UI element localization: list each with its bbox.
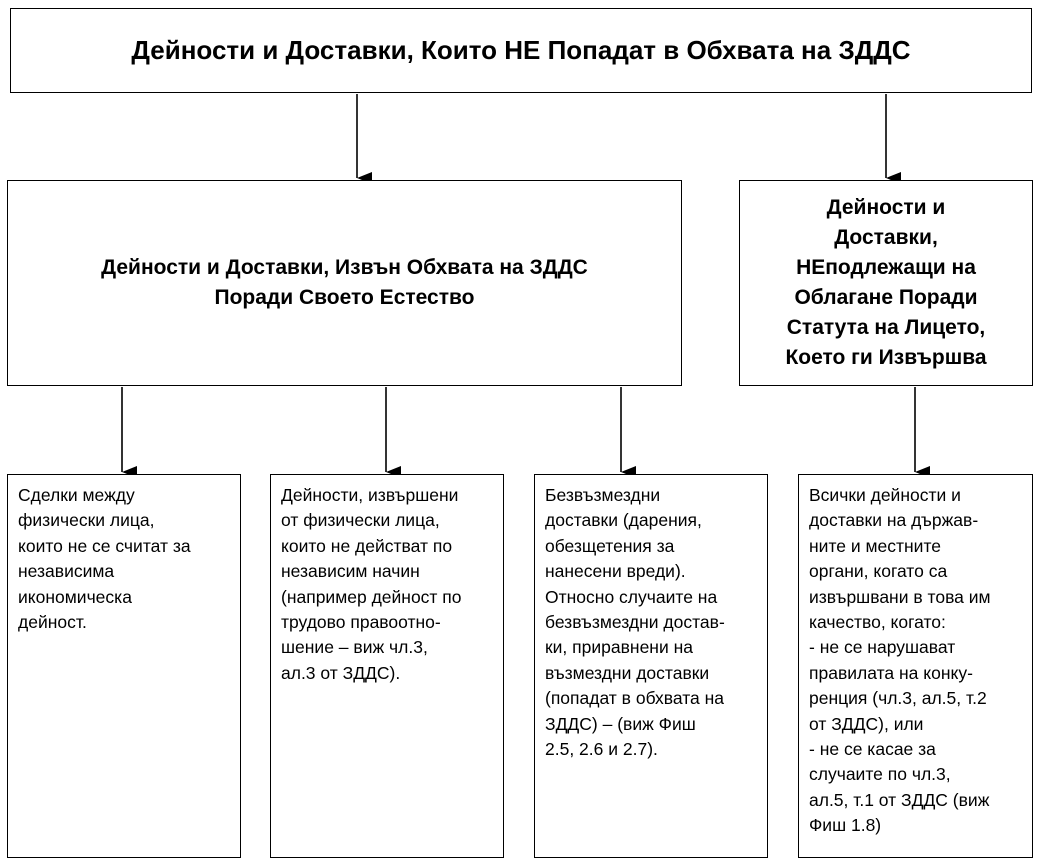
text-line: икономическа xyxy=(18,586,132,607)
leaf-box-gratuitous-supplies xyxy=(534,474,768,858)
text-line: шение – виж чл.3, xyxy=(281,637,428,658)
text-line: извършвани в това им xyxy=(809,586,991,607)
text-line: ренция (чл.3, ал.5, т.2 xyxy=(809,688,987,709)
text-line: обезщетения за xyxy=(545,535,675,556)
text-line: доставки на държав- xyxy=(809,510,979,531)
leaf-box-public-authorities xyxy=(798,474,1033,858)
text-line: възмездни доставки xyxy=(545,662,710,683)
text-line: трудово правоотно- xyxy=(281,612,441,633)
heading-line: Дейности и xyxy=(826,196,946,219)
text-line: - не се касае за xyxy=(809,739,936,760)
text-line: доставки (дарения, xyxy=(545,510,702,531)
text-line: Дейности, извършени xyxy=(281,485,459,505)
diagram-title: Дейности и Доставки, Които НЕ Попадат в Обхвата на ЗДДС xyxy=(131,35,911,65)
text-line: от физически лица, xyxy=(281,510,440,531)
heading-line: Поради Своето Естество xyxy=(214,286,475,309)
text-line: Сделки между xyxy=(18,485,135,505)
text-line: ните и местните xyxy=(809,535,942,556)
text-line: безвъзмездни достав- xyxy=(545,612,725,633)
leaf-box-dependent-activities xyxy=(270,474,504,858)
heading-line: Доставки, xyxy=(834,226,938,249)
text-line: които не действат по xyxy=(281,535,453,556)
text-line: ЗДДС) – (виж Фиш xyxy=(545,713,696,734)
text-line: Безвъзмездни xyxy=(545,485,661,505)
text-line: независим начин xyxy=(281,561,420,582)
heading-line: Дейности и Доставки, Извън Обхвата на ЗДДС xyxy=(101,256,588,279)
text-line: които не се считат за xyxy=(18,535,191,556)
text-line: случаите по чл.3, xyxy=(809,764,951,785)
text-line: ал.3 от ЗДДС). xyxy=(281,662,401,683)
text-line: от ЗДДС), или xyxy=(809,713,924,734)
heading-line: НЕподлежащи на xyxy=(796,256,976,279)
text-line: дейност. xyxy=(18,612,87,633)
text-line: Всички дейности и xyxy=(809,485,961,505)
status-category-heading xyxy=(785,193,986,373)
text-line: (например дейност по xyxy=(281,586,462,607)
status-category-box xyxy=(739,180,1033,386)
nature-category-box xyxy=(7,180,682,386)
text-line: независима xyxy=(18,561,115,582)
heading-line: Статута на Лицето, xyxy=(786,316,986,339)
heading-line: Облагане Поради xyxy=(794,286,978,309)
text-line: физически лица, xyxy=(18,510,155,531)
text-line: ки, приравнени на xyxy=(545,637,693,658)
text-line: 2.5, 2.6 и 2.7). xyxy=(545,739,658,760)
text-line: (попадат в обхвата на xyxy=(545,688,725,709)
text-line: ал.5, т.1 от ЗДДС (виж xyxy=(809,789,990,810)
leaf-box-private-transactions xyxy=(7,474,241,858)
heading-line: Което ги Извършва xyxy=(785,346,987,369)
nature-category-heading xyxy=(101,253,588,313)
text-line: нанесени вреди). xyxy=(545,561,686,582)
title-box xyxy=(10,8,1032,93)
text-line: правилата на конку- xyxy=(809,662,973,683)
text-line: Относно случаите на xyxy=(545,586,718,607)
text-line: качество, когато: xyxy=(809,612,946,633)
text-line: - не се нарушават xyxy=(809,637,956,658)
text-line: Фиш 1.8) xyxy=(809,815,882,836)
text-line: органи, когато са xyxy=(809,561,948,582)
